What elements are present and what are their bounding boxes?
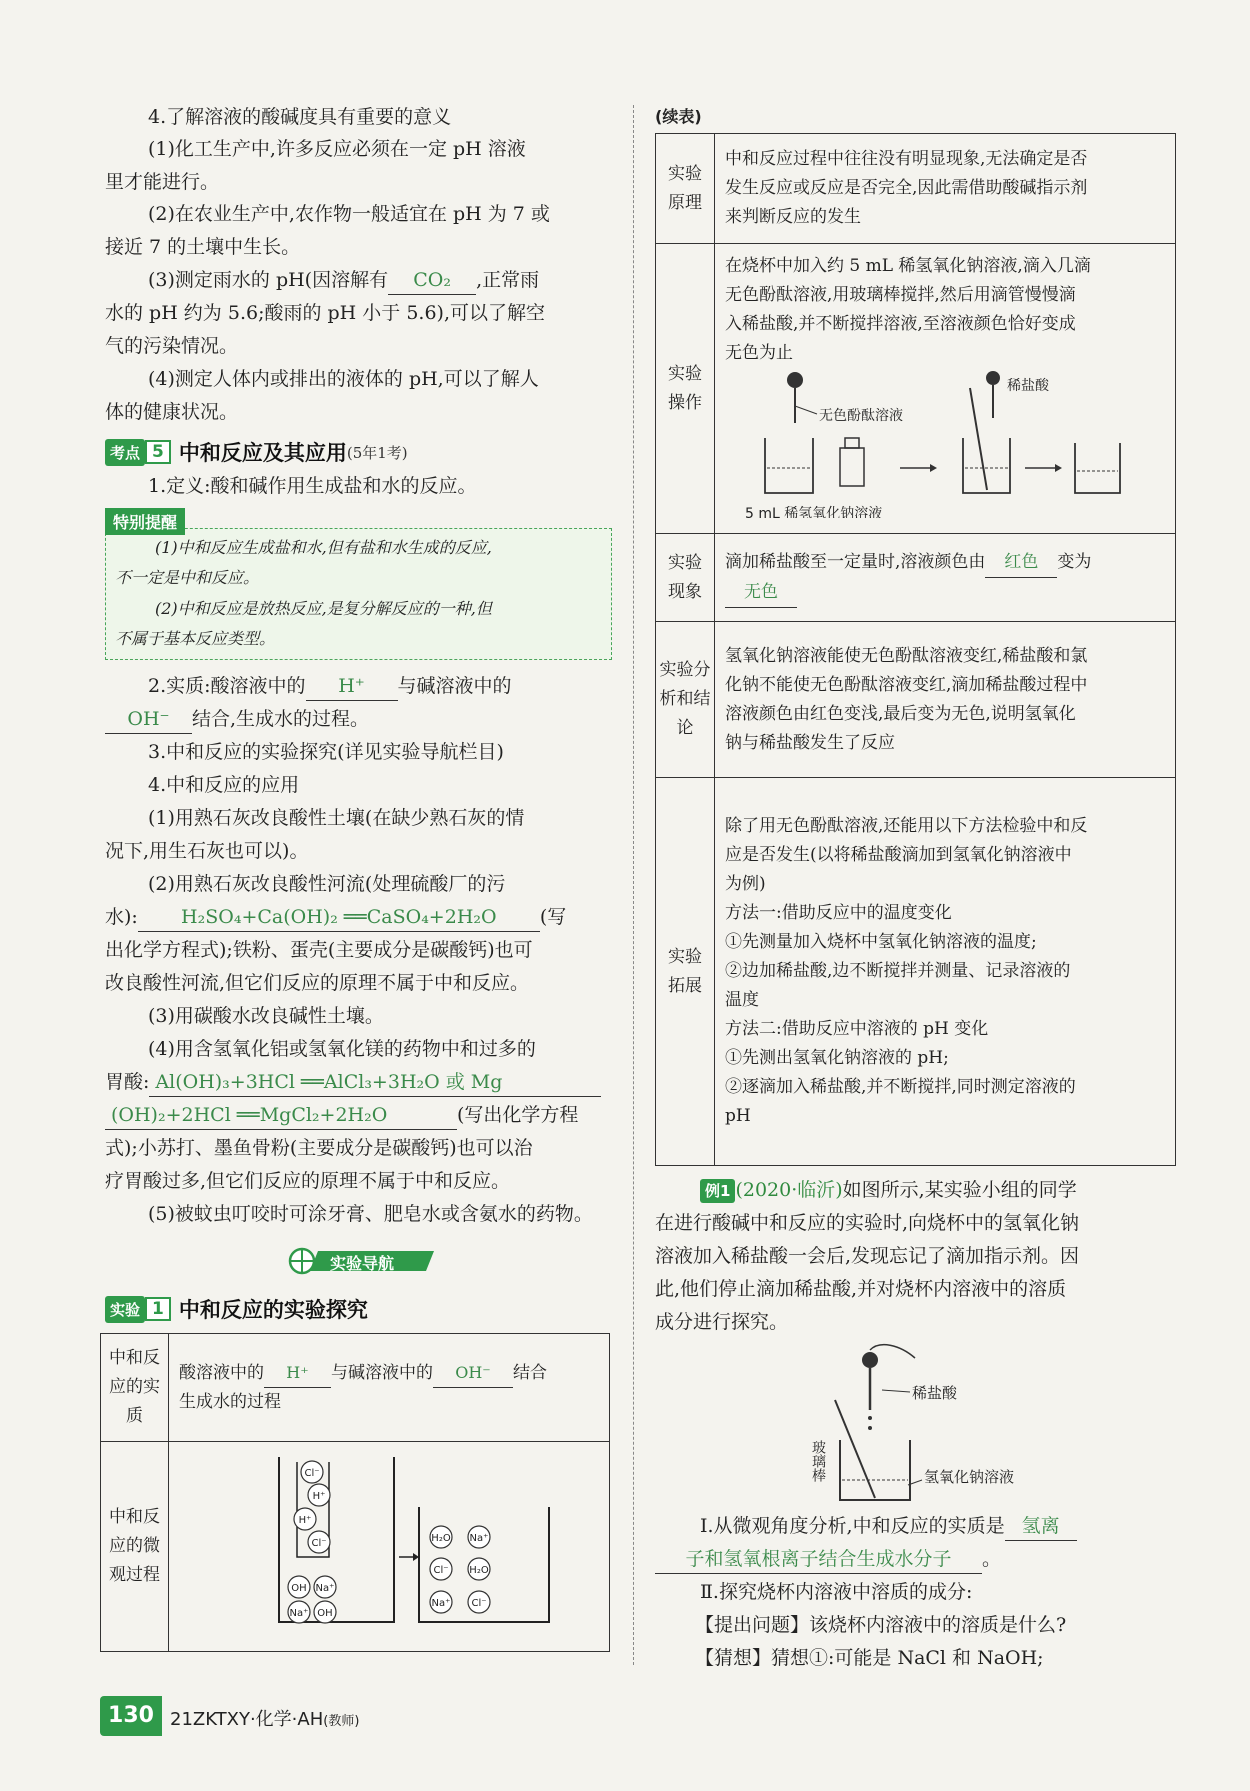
right-ion-label: Cl⁻ <box>433 1564 449 1576</box>
fig-rod-label: 玻璃棒 <box>810 1440 826 1482</box>
t2-analysis-header: 实验分析和结论 <box>656 622 715 778</box>
t1-r2-header: 中和反应的微观过程 <box>101 1442 169 1652</box>
experiment-nav-banner <box>288 1247 434 1275</box>
left-ion-label: Na⁺ <box>315 1582 335 1594</box>
t2-extension-header: 实验拓展 <box>656 778 715 1166</box>
dropper-bulb-icon <box>787 372 803 388</box>
naoh-solution-label: 5 mL 稀氢氧化钠溶液 <box>745 506 883 518</box>
left-ion-label: H⁺ <box>298 1514 312 1526</box>
experiment-tag: 实验 <box>105 1296 145 1323</box>
fig-hcl-label: 稀盐酸 <box>912 1384 958 1402</box>
t2-extension-content: 除了用无色酚酞溶液,还能用以下方法检验中和反 应是否发生(以将稀盐酸滴加到氢氧化钠溶液中 为例) 方法一:借助反应中的温度变化 ①先测量加入烧杯中氢氧化钠溶液的温度; ②边加稀盐酸,边不断搅拌并测量、记录溶液的 温度 方法二:借助反应中溶液的 pH 变化 ①先测出氢氧化钠溶液的 pH; ②逐滴加入稀盐酸,并不断搅拌,同时测定溶液的 pH <box>715 778 1176 1166</box>
t1-answer-oh: OH⁻ <box>433 1358 513 1388</box>
t2-operation-content: 在烧杯中加入约 5 mL 稀氢氧化钠溶液,滴入几滴 无色酚酞溶液,用玻璃棒搅拌,然后用滴管慢慢滴 入稀盐酸,并不断搅拌溶液,至溶液颜色恰好变成 无色为止 无色酚酞溶液 5 mL 稀氢氧化钠溶液 稀盐酸 <box>715 244 1176 534</box>
app2-line1: (2)用熟石灰改良酸性河流(处理硫酸厂的污 <box>148 873 506 895</box>
kaodian-header <box>105 437 408 467</box>
question1-line1: Ⅰ.从微观角度分析,中和反应的实质是 氢离 <box>700 1512 1077 1541</box>
answer-co2: CO₂ <box>388 266 476 295</box>
t1-r2-diagram-cell <box>169 1442 610 1652</box>
t2-operation-header: 实验操作 <box>656 244 715 534</box>
question2: Ⅱ.探究烧杯内溶液中溶质的成分: <box>700 1581 973 1603</box>
question4: 【猜想】猜想①:可能是 NaCl 和 NaOH; <box>695 1647 1044 1669</box>
left-ion-label: Na⁺ <box>289 1607 309 1619</box>
right-ion-label: Cl⁻ <box>471 1597 487 1609</box>
answer-equation1: H₂SO₄+Ca(OH)₂ ══CaSO₄+2H₂O <box>138 903 540 932</box>
tip-label: 特别提醒 <box>105 508 185 535</box>
t2-principle-content: 中和反应过程中往往没有明显现象,无法确定是否 发生反应或反应是否完全,因此需借助酸碱指示剂 来判断反应的发生 <box>715 134 1176 244</box>
tip2-line1: (2)中和反应是放热反应,是复分解反应的一种,但 <box>155 599 492 618</box>
left-ion-label: OH <box>291 1582 307 1594</box>
t2-analysis-content: 氢氧化钠溶液能使无色酚酞溶液变红,稀盐酸和氯 化钠不能使无色酚酞溶液变红,滴加稀盐酸过程中 溶液颜色由红色变浅,最后变为无色,说明氢氧化 钠与稀盐酸发生了反应 <box>715 622 1176 778</box>
app3: (3)用碳酸水改良碱性土壤。 <box>148 1005 384 1027</box>
left-ion-label: OH <box>317 1607 333 1619</box>
experiment-number: 1 <box>145 1297 171 1321</box>
experiment-table-right <box>655 133 1176 1166</box>
app2-line3: 出化学方程式);铁粉、蛋壳(主要成分是碳酸钙)也可 <box>105 939 533 961</box>
answer-equation2a: Al(OH)₃+3HCl ══AlCl₃+3H₂O 或 Mg <box>149 1068 601 1097</box>
banner-text: 实验导航 <box>330 1254 395 1273</box>
s4-item4-line1: (4)测定人体内或排出的液体的 pH,可以了解人 <box>148 368 539 390</box>
tip1-line1: (1)中和反应生成盐和水,但有盐和水生成的反应, <box>155 538 492 557</box>
example-line4: 此,他们停止滴加稀盐酸,并对烧杯内溶液中的溶质 <box>655 1278 1067 1300</box>
section4-title: 4.了解溶液的酸碱度具有重要的意义 <box>148 106 452 128</box>
example-line3: 溶液加入稀盐酸一会后,发现忘记了滴加指示剂。因 <box>655 1245 1080 1267</box>
s4-item2-line1: (2)在农业生产中,农作物一般适宜在 pH 为 7 或 <box>148 203 550 225</box>
experiment-title: 中和反应的实验探究 <box>178 1298 368 1322</box>
s4-item3-line2: 水的 pH 约为 5.6;酸雨的 pH 小于 5.6),可以了解空 <box>105 302 545 324</box>
tip1-line2: 不一定是中和反应。 <box>115 568 260 587</box>
kaodian-title: 中和反应及其应用 <box>178 441 347 465</box>
micro-process-diagram <box>179 1447 599 1637</box>
example-line5: 成分进行探究。 <box>655 1311 789 1333</box>
right-ion-label: H₂O <box>431 1532 451 1544</box>
app5: (5)被蚊虫叮咬时可涂牙膏、肥皂水或含氨水的药物。 <box>148 1203 593 1225</box>
kaodian-note: (5年1考) <box>346 443 408 462</box>
s4-item2-line2: 接近 7 的土壤中生长。 <box>105 236 301 258</box>
t1-r1-content: 酸溶液中的 H⁺ 与碱溶液中的 OH⁻ 结合 生成水的过程 <box>169 1334 610 1442</box>
continued-label: (续表) <box>655 107 702 126</box>
answer-red: 红色 <box>985 548 1057 578</box>
app2-line4: 改良酸性河流,但它们反应的原理不属于中和反应。 <box>105 972 530 994</box>
s4-item1-line1: (1)化工生产中,许多反应必须在一定 pH 溶液 <box>148 138 526 160</box>
app4-line3: (OH)₂+2HCl ══MgCl₂+2H₂O (写出化学方程 <box>105 1101 578 1130</box>
left-ion-label: Cl⁻ <box>311 1537 327 1549</box>
experiment-ref: 3.中和反应的实验探究(详见实验导航栏目) <box>148 741 504 763</box>
footer-code: 21ZKTXY·化学·AH(教师) <box>170 1709 360 1730</box>
app4-line5: 疗胃酸过多,但它们反应的原理不属于中和反应。 <box>105 1170 511 1192</box>
kaodian-number: 5 <box>145 440 171 464</box>
answer-q1a: 氢离 <box>1005 1512 1077 1541</box>
page-number: 130 <box>100 1696 162 1736</box>
experiment-header <box>105 1294 368 1324</box>
kaodian-tag: 考点 <box>105 439 145 466</box>
example-figure <box>800 1340 1030 1510</box>
t1-answer-h: H⁺ <box>264 1358 331 1388</box>
application-title: 4.中和反应的应用 <box>148 774 300 796</box>
example-line1: 例1 (2020·临沂)如图所示,某实验小组的同学 <box>700 1176 1077 1205</box>
answer-q1b: 子和氢氧根离子结合生成水分子 <box>655 1545 982 1574</box>
dropper-icon <box>862 1352 878 1368</box>
t2-principle-header: 实验原理 <box>656 134 715 244</box>
right-ion-label: Na⁺ <box>469 1532 489 1544</box>
answer-h-ion: H⁺ <box>306 672 398 701</box>
t2-phenomenon-content: 滴加稀盐酸至一定量时,溶液颜色由 红色 变为 无色 <box>715 534 1176 622</box>
experiment-table-left <box>100 1333 610 1652</box>
app2-line2: 水): H₂SO₄+Ca(OH)₂ ══CaSO₄+2H₂O (写 <box>105 903 566 932</box>
answer-equation2b: (OH)₂+2HCl ══MgCl₂+2H₂O <box>105 1101 457 1130</box>
s4-item3-line3: 气的污染情况。 <box>105 335 239 357</box>
t2-phenomenon-header: 实验现象 <box>656 534 715 622</box>
t1-r1-header: 中和反应的实质 <box>101 1334 169 1442</box>
example-source: (2020·临沂) <box>735 1179 843 1201</box>
column-divider <box>633 105 634 1665</box>
s4-item3-line1: (3)测定雨水的 pH(因溶解有 CO₂ ,正常雨 <box>148 266 539 295</box>
hcl-label: 稀盐酸 <box>1007 378 1049 394</box>
essence-line1: 2.实质:酸溶液中的 H⁺ 与碱溶液中的 <box>148 672 512 701</box>
example-line2: 在进行酸碱中和反应的实验时,向烧杯中的氢氧化钠 <box>655 1212 1080 1234</box>
tip2-line2: 不属于基本反应类型。 <box>115 629 276 648</box>
app1-line1: (1)用熟石灰改良酸性土壤(在缺少熟石灰的情 <box>148 807 525 829</box>
definition: 1.定义:酸和碱作用生成盐和水的反应。 <box>148 475 477 497</box>
left-ion-label: H⁺ <box>312 1490 326 1502</box>
right-ion-label: Na⁺ <box>431 1597 451 1609</box>
essence-line2: OH⁻ 结合,生成水的过程。 <box>105 705 369 734</box>
s4-item1-line2: 里才能进行。 <box>105 171 220 193</box>
fig-naoh-label: 氢氧化钠溶液 <box>924 1468 1015 1486</box>
answer-oh-ion: OH⁻ <box>105 705 192 734</box>
left-ion-label: Cl⁻ <box>304 1467 320 1479</box>
example-tag: 例1 <box>700 1179 735 1203</box>
app1-line2: 况下,用生石灰也可以)。 <box>105 840 309 862</box>
right-ion-label: H₂O <box>469 1564 489 1576</box>
question3: 【提出问题】该烧杯内溶液中的溶质是什么? <box>695 1614 1067 1636</box>
app4-line4: 式);小苏打、墨鱼骨粉(主要成分是碳酸钙)也可以治 <box>105 1137 533 1159</box>
answer-colorless: 无色 <box>725 578 797 608</box>
phenolphthalein-label: 无色酚酞溶液 <box>819 408 903 424</box>
question1-line2: 子和氢氧根离子结合生成水分子 。 <box>655 1545 1001 1574</box>
app4-line2: 胃酸: Al(OH)₃+3HCl ══AlCl₃+3H₂O 或 Mg <box>105 1068 601 1097</box>
s4-item4-line2: 体的健康状况。 <box>105 401 239 423</box>
right-ions <box>430 1526 490 1613</box>
operation-diagram <box>725 368 1165 518</box>
app4-line1: (4)用含氢氧化铝或氢氧化镁的药物中和过多的 <box>148 1038 536 1060</box>
